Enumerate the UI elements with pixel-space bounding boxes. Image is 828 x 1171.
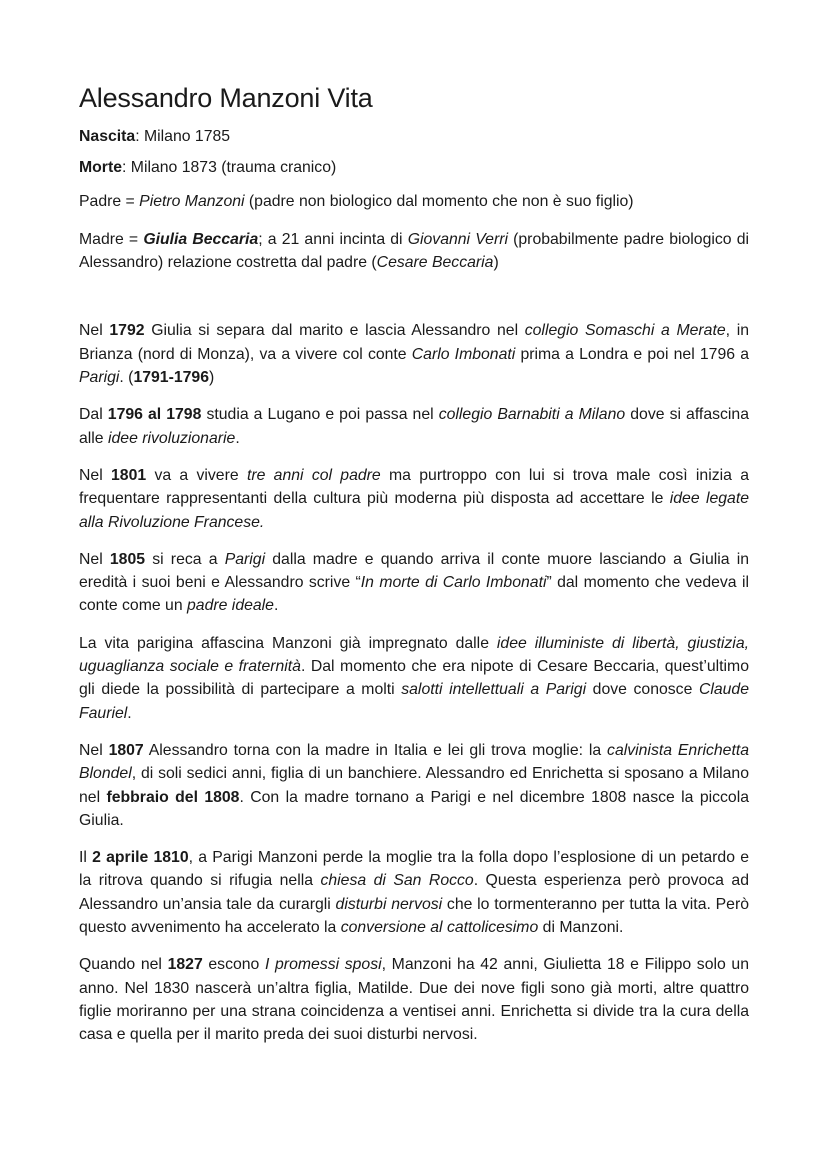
fact-nascita: Nascita: Milano 1785 <box>79 128 231 145</box>
page-title: Alessandro Manzoni Vita <box>79 83 373 113</box>
fact-madre: Madre = Giulia Beccaria; a 21 anni incinta di Giovanni Verri (probabilmente padre biologico di Alessandro) relazione costretta dal padre (Cesare Beccaria) <box>79 230 750 272</box>
paragraph-vita-parigina: La vita parigina affascina Manzoni già impregnato dalle idee illuministe di libertà, giustizia, uguaglianza sociale e fraternità. Dal momento che era nipote di Cesare Beccaria, quest’ultimo gli diede la possibilità di partecipare a molti salotti intellettuali a Parigi dove conosce Claude Fauriel. <box>79 634 749 722</box>
fact-morte: Morte: Milano 1873 (trauma cranico) <box>79 159 337 177</box>
section-spacer <box>79 274 749 319</box>
paragraph-1801: Nel 1801 va a vivere tre anni col padre ma purtroppo con lui si trova male così inizia a frequentare rappresentanti della cultura più moderna più disposta ad accettare le idee legate alla Rivoluzione Francese. <box>79 466 750 531</box>
paragraph-1827: Quando nel 1827 escono I promessi sposi, Manzoni ha 42 anni, Giulietta 18 e Filippo solo un anno. Nel 1830 nascerà un’altra figlia, Matilde. Due dei nove figli sono già morti, altre quattro figlie moriranno per una strana coincidenza a ventisei anni. Enrichetta si divide tra la cura della casa e quella per il marito preda dei suoi disturbi nervosi. <box>79 956 749 1044</box>
paragraph-1792: Nel 1792 Giulia si separa dal marito e lascia Alessandro nel collegio Somaschi a Merate, in Brianza (nord di Monza), va a vivere col conte Carlo Imbonati prima a Londra e poi nel 1796 a Parigi. (1791-1796) <box>79 322 750 387</box>
paragraph-1810: Il 2 aprile 1810, a Parigi Manzoni perde la moglie tra la folla dopo l’esplosione di un petardo e la ritrova quando si rifugia nella chiesa di San Rocco. Questa esperienza però provoca ad Alessandro un’ansia tale da curargli disturbi nervosi che lo tormenteranno per tutta la vita. Però questo avvenimento ha accelerato la conversione al cattolicesimo di Manzoni. <box>79 849 750 937</box>
fact-padre: Padre = Pietro Manzoni (padre non biologico dal momento che non è suo figlio) <box>79 192 634 210</box>
paragraph-1807: Nel 1807 Alessandro torna con la madre in Italia e lei gli trova moglie: la calvinista Enrichetta Blondel, di soli sedici anni, figlia di un banchiere. Alessandro ed Enrichetta si sposano a Milano nel febbraio del 1808. Con la madre tornano a Parigi e nel dicembre 1808 nasce la piccola Giulia. <box>79 741 750 829</box>
paragraph-1796: Dal 1796 al 1798 studia a Lugano e poi passa nel collegio Barnabiti a Milano dove si affascina alle idee rivoluzionarie. <box>79 406 749 447</box>
paragraph-1805: Nel 1805 si reca a Parigi dalla madre e quando arriva il conte muore lasciando a Giulia in eredità i suoi beni e Alessandro scrive “In morte di Carlo Imbonati” dal momento che vedeva il conte come un padre ideale. <box>79 550 750 615</box>
